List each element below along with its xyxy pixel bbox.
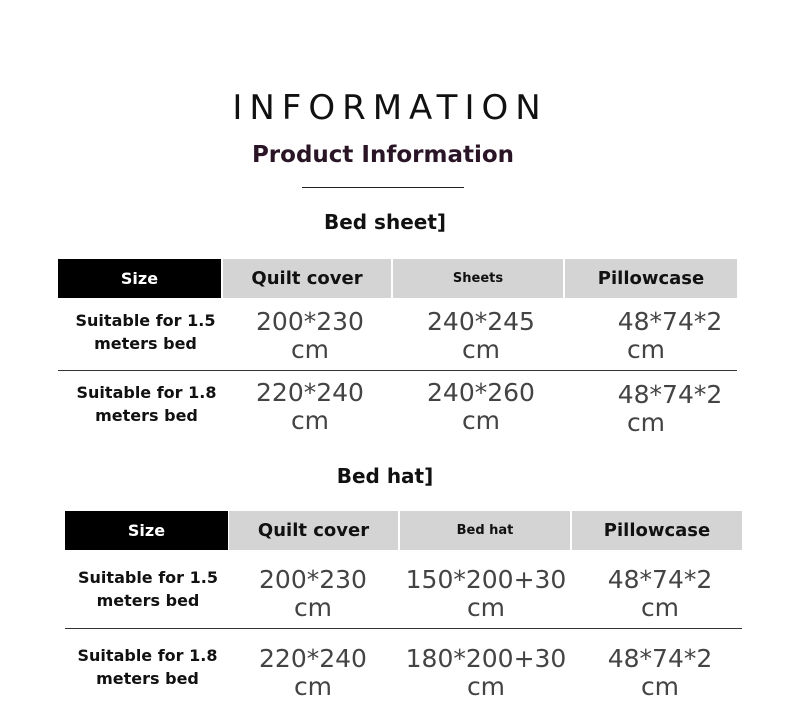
sheets-value: 240*245 cm xyxy=(427,307,535,364)
header-pillowcase: Pillowcase xyxy=(565,259,737,298)
row-size-label: Suitable for 1.8 meters bed xyxy=(76,383,217,425)
row-divider xyxy=(58,370,737,371)
header-sheets: Sheets xyxy=(393,259,563,298)
header-size: Size xyxy=(65,511,228,550)
pillowcase-value: 48*74*2 cm xyxy=(617,380,723,437)
quilt-cover-value: 220*240 cm xyxy=(256,378,364,435)
bed-hat-value: 180*200+30 cm xyxy=(405,644,567,701)
sheets-value: 240*260 cm xyxy=(427,378,535,435)
pillowcase-value: 48*74*2 cm xyxy=(617,307,723,364)
quilt-cover-value: 200*230 cm xyxy=(256,307,364,364)
row-divider xyxy=(65,628,742,629)
header-size: Size xyxy=(58,259,221,298)
section-title-bed-sheet: Bed sheet] xyxy=(323,210,447,234)
section-title-bed-hat: Bed hat] xyxy=(336,464,434,488)
quilt-cover-value: 200*230 cm xyxy=(259,565,367,622)
divider xyxy=(302,187,464,188)
header-quilt-cover: Quilt cover xyxy=(229,511,398,550)
header-pillowcase: Pillowcase xyxy=(572,511,742,550)
row-size-label: Suitable for 1.5 meters bed xyxy=(78,568,218,610)
pillowcase-value: 48*74*2 cm xyxy=(607,644,713,701)
row-size-label: Suitable for 1.5 meters bed xyxy=(75,311,216,353)
bed-hat-value: 150*200+30 cm xyxy=(405,565,567,622)
page-subtitle: Product Information xyxy=(251,142,515,168)
header-bed-hat: Bed hat xyxy=(400,511,570,550)
quilt-cover-value: 220*240 cm xyxy=(259,644,367,701)
page-title: INFORMATION xyxy=(232,88,548,128)
pillowcase-value: 48*74*2 cm xyxy=(607,565,713,622)
row-size-label: Suitable for 1.8 meters bed xyxy=(77,646,218,688)
header-quilt-cover: Quilt cover xyxy=(223,259,391,298)
